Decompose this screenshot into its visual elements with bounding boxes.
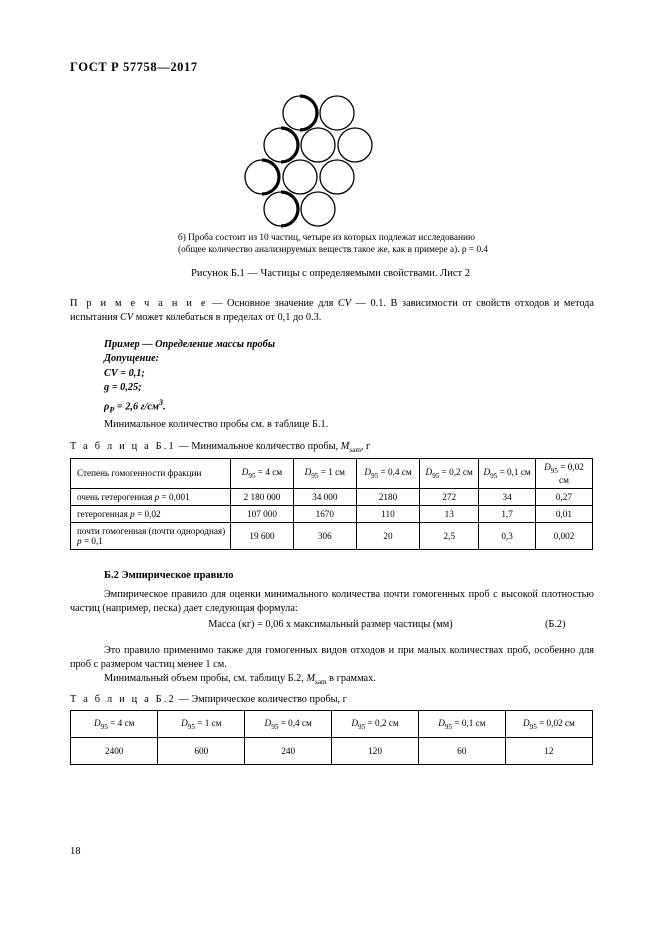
table2-header-cell-4: $D_{95} = 0,1$ см: [418, 711, 505, 738]
table1-caption: [70, 441, 370, 454]
table1-row0-val5: 0,27: [535, 488, 592, 505]
table1-caption-rest: — Минимальное количество пробы, $M_{sam}$, г: [175, 441, 371, 455]
figure-subcaption: [178, 232, 578, 256]
table2-val4: 60: [418, 738, 505, 765]
example-min-quantity: Минимальное количество пробы см. в таблице Б.1.: [104, 419, 329, 430]
figure-particles: [0, 88, 661, 228]
table1-row0-val2: 2180: [356, 488, 419, 505]
table2-val1: 600: [158, 738, 245, 765]
example-rho: $\rho_P = 2,6$ $г/см^3$.: [104, 397, 166, 415]
table1-row2-val5: 0,002: [535, 522, 592, 549]
table1-row2-val1: 306: [293, 522, 356, 549]
table1-row1-val1: 1670: [293, 505, 356, 522]
table-row: [71, 505, 593, 522]
table1-row0-val1: 34 000: [293, 488, 356, 505]
table1-row1-val4: 1,7: [479, 505, 536, 522]
page-number: 18: [70, 846, 81, 857]
table2-header-cell-3: $D_{95} = 0,2$ см: [332, 711, 419, 738]
table1-row1-val0: 107 000: [231, 505, 293, 522]
table2-val0: 2400: [71, 738, 158, 765]
table-row: [71, 488, 593, 505]
table1-header-cell-0: Степень гомогенности фракции: [71, 459, 231, 489]
note-label: П р и м е ч а н и е: [70, 298, 208, 309]
table1-header-cell-4: $D_{95} = 0,2$ см: [420, 459, 479, 489]
table1-row2-val2: 20: [356, 522, 419, 549]
formula-number: (Б.2): [545, 619, 566, 630]
table2-val3: 120: [332, 738, 419, 765]
table2-header-cell-2: $D_{95} = 0,4$ см: [245, 711, 332, 738]
table-row: [71, 522, 593, 549]
figure-subcaption-line1: б) Проба состоит из 10 частиц, четыре из которых подлежат исследованию: [178, 233, 475, 243]
table1-row1-label: гетерогенная p = 0,02: [71, 505, 231, 522]
table1-row2-val3: 2,5: [420, 522, 479, 549]
table2-header-cell-5: $D_{95} = 0,02$ см: [505, 711, 592, 738]
example-cv: CV = 0,1;: [104, 367, 145, 379]
note-text: — Основное значение для CV — 0.1. В зависимости от свойств отходов и метода испытания CV может колебаться в пределах от 0,1 до 0.3.: [70, 298, 594, 323]
example-assumption: Допущение:: [104, 353, 160, 365]
table1-header-cell-2: $D_{95} = 1$ см: [293, 459, 356, 489]
table1-header-cell-3: $D_{95} = 0,4$ см: [356, 459, 419, 489]
figure-caption: Рисунок Б.1 — Частицы с определяемыми свойствами. Лист 2: [191, 268, 470, 279]
formula-text: Масса (кг) = 0,06 х максимальный размер частицы (мм): [208, 619, 453, 630]
table-empirical-quantity: [70, 710, 593, 765]
table1-row0-val4: 34: [479, 488, 536, 505]
table2-caption-prefix: Т а б л и ц а Б.2: [70, 694, 176, 705]
section-paragraph-2: Это правило применимо также для гомогенных видов отходов и при малых количествах проб, особенно для проб с размером частиц менее 1 см.: [70, 645, 594, 670]
table1-row2-label: почти гомогенная (почти однородная) p = 0,1: [71, 522, 231, 549]
table2-caption-rest: — Эмпирическое количество пробы, г: [175, 694, 347, 705]
table1-header-cell-6: $D_{95} = 0,02$ см: [535, 459, 592, 489]
table1-header-cell-1: $D_{95} = 4$ см: [231, 459, 293, 489]
table1-row1-val5: 0,01: [535, 505, 592, 522]
particle-diagram-svg: [0, 88, 661, 228]
table1-row1-val3: 13: [420, 505, 479, 522]
example-block: [104, 338, 275, 418]
section-paragraph-1: Эмпирическое правило для оценки минимального количества почти гомогенных проб с высокой плотностью частиц (например, песка) дает следующая формула:: [70, 589, 594, 614]
table1-row0-val0: 2 180 000: [231, 488, 293, 505]
figure-subcaption-line2: (общее количество анализируемых веществ такое же, как в примере а). p = 0.4: [178, 245, 489, 255]
section-heading: Б.2 Эмпирическое правило: [104, 570, 234, 581]
table1-row1-val2: 110: [356, 505, 419, 522]
note-block: [70, 297, 594, 325]
table1-header-cell-5: $D_{95} = 0,1$ см: [479, 459, 536, 489]
example-title: Пример — Определение массы пробы: [104, 339, 275, 350]
table2-val2: 240: [245, 738, 332, 765]
page-title: ГОСТ Р 57758—2017: [70, 60, 198, 74]
table1-row0-label: очень гетерогенная p = 0,001: [71, 488, 231, 505]
table1-caption-prefix: Т а б л и ц а Б.1: [70, 441, 176, 452]
table-header-row: [71, 459, 593, 489]
table2-header-cell-1: $D_{95} = 1$ см: [158, 711, 245, 738]
table2-header-cell-0: $D_{95} = 4$ см: [71, 711, 158, 738]
table-min-sample-quantity: [70, 458, 593, 550]
section-paragraph-3: Минимальный объем пробы, см. таблицу Б.2, $M_{sam}$ в граммах.: [104, 673, 376, 687]
table1-row0-val3: 272: [420, 488, 479, 505]
table-header-row: [71, 711, 593, 738]
table2-caption: [70, 694, 347, 705]
table1-row2-val4: 0,3: [479, 522, 536, 549]
example-g: g = 0,25;: [104, 382, 142, 394]
table2-val5: 12: [505, 738, 592, 765]
table1-row2-val0: 19 600: [231, 522, 293, 549]
table-row: [71, 738, 593, 765]
